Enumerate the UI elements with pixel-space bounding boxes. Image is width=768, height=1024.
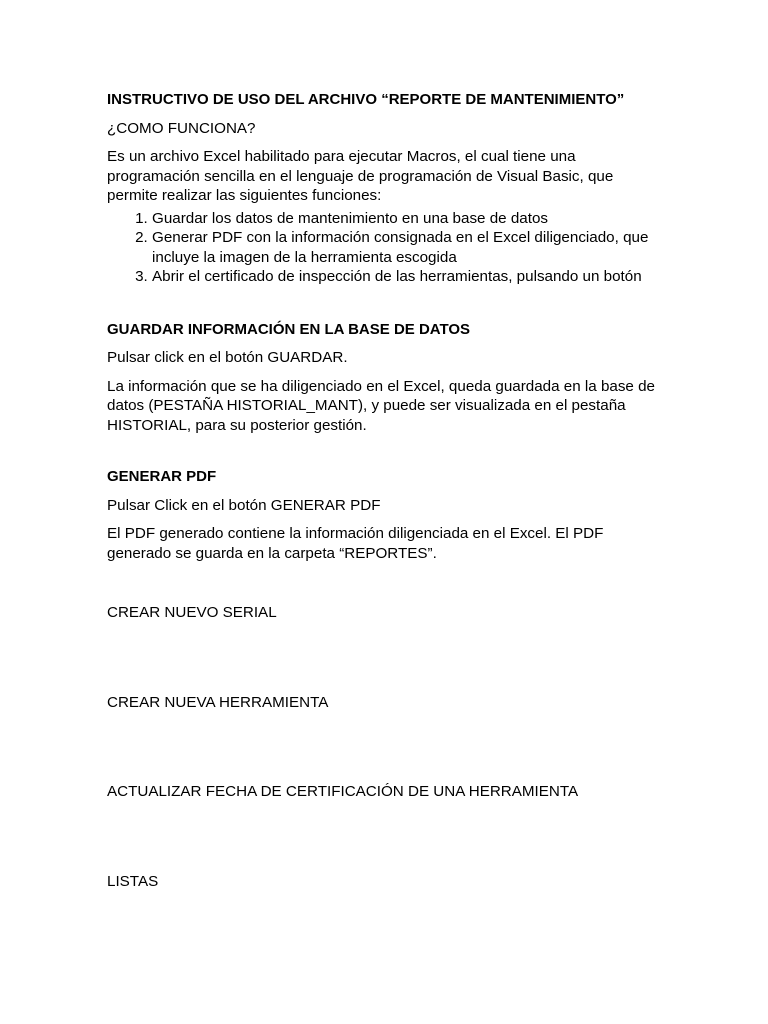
guardar-description: La información que se ha diligenciado en el Excel, queda guardada en la base de datos (PESTAÑA HISTORIAL_MANT), y puede ser visualizada en el pestaña HISTORIAL, para su posterior gestión. <box>107 377 655 434</box>
crear-herramienta-heading: CREAR NUEVA HERRAMIENTA <box>107 693 329 711</box>
guardar-heading: GUARDAR INFORMACIÓN EN LA BASE DE DATOS <box>107 320 471 338</box>
guardar-step: Pulsar click en el botón GUARDAR. <box>107 349 348 366</box>
guardar-section <box>107 320 667 436</box>
question-heading: ¿COMO FUNCIONA? <box>107 119 256 137</box>
intro-paragraph: Es un archivo Excel habilitado para ejecutar Macros, el cual tiene una programación sencilla en el lenguaje de programación de Visual Basic, que permite realizar las siguientes funciones: <box>107 148 614 204</box>
generar-description: El PDF generado contiene la información diligenciada en el Excel. El PDF generado se guarda en la carpeta “REPORTES”. <box>107 525 604 562</box>
document-page <box>107 90 667 891</box>
crear-serial-heading: CREAR NUEVO SERIAL <box>107 604 277 621</box>
generar-step: Pulsar Click en el botón GENERAR PDF <box>107 496 381 514</box>
generar-section <box>107 467 667 563</box>
functions-list <box>107 209 667 287</box>
generar-heading: GENERAR PDF <box>107 468 217 485</box>
listas-heading: LISTAS <box>107 872 159 890</box>
list-item: 3. Abrir el certificado de inspección de las herramientas, pulsando un botón <box>152 267 667 287</box>
document-title: INSTRUCTIVO DE USO DEL ARCHIVO “REPORTE DE MANTENIMIENTO” <box>107 91 625 108</box>
list-item: 1. Guardar los datos de mantenimiento en una base de datos <box>152 209 667 229</box>
actualizar-fecha-heading: ACTUALIZAR FECHA DE CERTIFICACIÓN DE UNA HERRAMIENTA <box>107 783 579 800</box>
list-item: 2. Generar PDF con la información consignada en el Excel diligenciado, que incluye la imagen de la herramienta escogida <box>152 228 667 267</box>
